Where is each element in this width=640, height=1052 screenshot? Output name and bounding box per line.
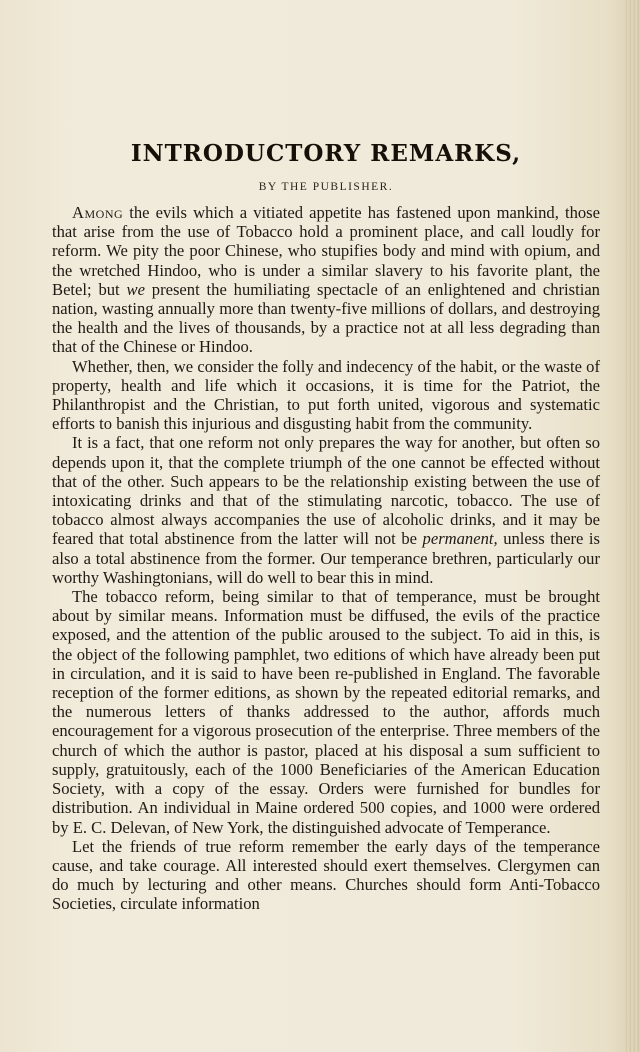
byline: BY THE PUBLISHER. (258, 181, 394, 193)
page-edge (626, 0, 640, 1052)
paragraph-3-text-b: unless there is also a total abstinence from the former. Our temperance brethren, particularly our worthy Washingtonians, will do well to bear this in mind. (52, 529, 600, 587)
paragraph-1-emphasis: we (126, 279, 145, 299)
page-title: INTRODUCTORY REMARKS, (130, 140, 522, 167)
paragraph-3-text-a: It is a fact, that one reform not only prepares the way for another, but often so depends upon it, that the complete triumph of the one cannot be effected without that of the other. Such appears to be the relationship existing between the use of intoxicating drinks and that of the stimulating narcotic, tobacco. The use of tobacco almost always accompanies the use of alcoholic drinks, and it may be feared that total abstinence from the latter will not be (52, 433, 600, 549)
paragraph-1-text-a: the evils which a vitiated appetite has fastened upon mankind, those that arise from the use of Tobacco hold a prominent place, and call loudly for reform. We pity the poor Chinese, who stupifies body and mind with opium, and the wretched Hindoo, who is under a similar slavery to his favorite plant, the Betel; but (52, 203, 600, 299)
paragraph-3-emphasis: permanent, (422, 529, 498, 549)
paragraph-1-text-b: present the humiliating spectacle of an enlightened and christian nation, wasting annually more than twenty-five millions of dollars, and destroying the health and the lives of thousands, by a practice not at all less degrading than that of the Chinese or Hindoo. (52, 279, 600, 357)
paragraph-4: The tobacco reform, being similar to that of temperance, must be brought about by similar means. Information must be diffused, the evils of the practice exposed, and the attention of the public aroused to the subject. To aid in this, is the object of the following pamphlet, two editions of which have already been put in circulation, and it is said to have been re-published in England. The favorable reception of the former editions, as shown by the repeated editorial remarks, and the numerous letters of thanks addressed to the author, affords much encouragement for a vigorous prosecution of the enterprise. Three members of the church of which the author is pastor, placed at his disposal a sum sufficient to supply, gratuitously, each of the 1000 Beneficiaries of the American Education Society, with a copy of the essay. Orders were furnished for bundles for distribution. An individual in Maine ordered 500 copies, and 1000 were ordered by E. C. Delevan, of New York, the distinguished advocate of Temperance. (52, 587, 600, 837)
paragraph-2: Whether, then, we consider the folly and indecency of the habit, or the waste of property, health and life which it occasions, it is time for the Patriot, the Philanthropist and the Christian, to put forth united, vigorous and systematic efforts to banish this injurious and disgusting habit from the community. (52, 356, 600, 434)
page-content (52, 140, 600, 914)
paragraph-3 (52, 433, 600, 587)
paragraph-1-opening-word: Among (72, 203, 124, 222)
paragraph-5: Let the friends of true reform remember the early days of the temperance cause, and take courage. All interested should exert themselves. Clergymen can do much by lecturing and other means. Churches should form Anti-Tobacco Societies, circulate information (52, 836, 600, 914)
paragraph-1 (52, 203, 600, 357)
